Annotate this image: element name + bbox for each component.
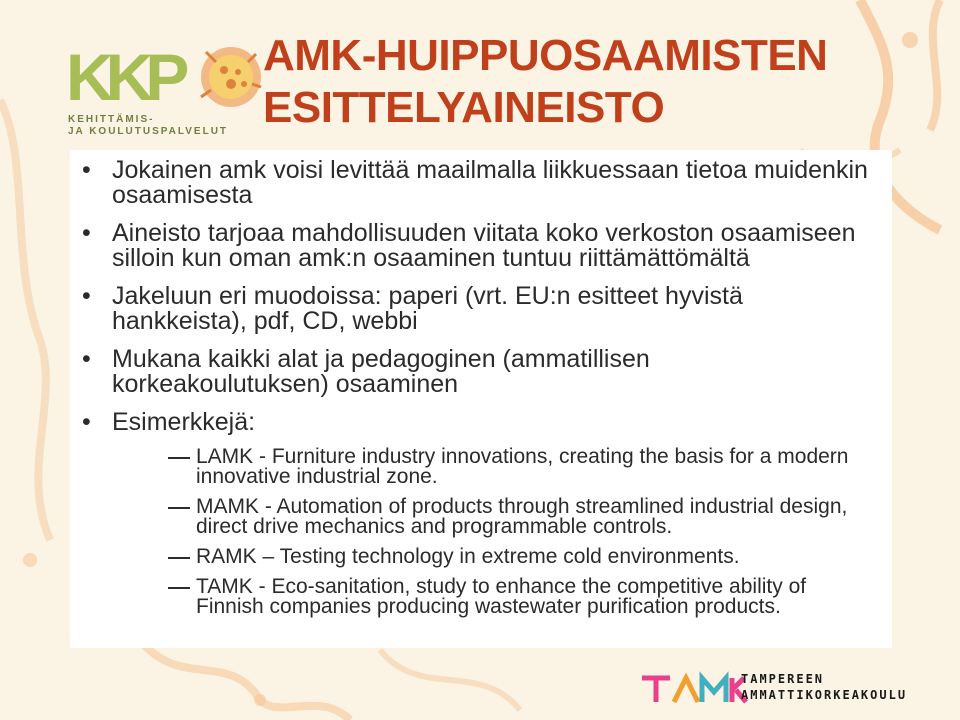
example-item [154,547,870,567]
bullet-icon: • [82,219,91,247]
bullet-item [70,284,870,334]
example-list [112,447,870,617]
bullet-item [70,221,870,271]
dash-icon [168,587,190,589]
dash-icon [168,457,190,459]
bullet-text: Esimerkkejä: [112,408,256,436]
bullet-text: Mukana kaikki alat ja pedagoginen (ammatillisen korkeakoulutuksen) osaaminen [112,345,650,398]
example-text: RAMK – Testing technology in extreme cold environments. [196,545,740,568]
content-panel [70,150,892,648]
tamk-line1: TAMPEREEN [741,672,825,686]
bullet-text: Jakeluun eri muodoissa: paperi (vrt. EU:n esitteet hyvistä hankkeista), pdf, CD, webbi [112,282,743,335]
bullet-text: Aineisto tarjoaa mahdollisuuden viitata koko verkoston osaamiseen silloin kun oman amk:n osaaminen tuntuu riittämättömältä [112,219,856,272]
kkp-logo [66,42,266,142]
bullet-icon: • [82,408,91,436]
bullet-list [70,158,870,630]
example-item [154,497,870,537]
bullet-text: Jokainen amk voisi levittää maailmalla liikkuessaan tietoa muidenkin osaamisesta [112,156,868,209]
bullet-icon: • [82,345,91,373]
svg-text:KKP: KKP [66,42,182,114]
tamk-name [741,671,907,703]
logo-subtitle-2: JA KOULUTUSPALVELUT [68,126,229,137]
bullet-item [70,347,870,397]
dash-icon [168,507,190,509]
tamk-line2: AMMATTIKORKEAKOULU [741,688,908,702]
kkp-logo-graphic [66,42,266,117]
bullet-item [70,158,870,208]
example-item [154,447,870,487]
example-text: TAMK - Eco-sanitation, study to enhance the competitive ability of Finnish companies producing wastewater purification products. [196,575,807,618]
slide-title: AMK-HUIPPUOSAAMISTEN ESITTELYAINEISTO [263,31,828,132]
dash-icon [168,557,190,559]
logo-subtitle-1: KEHITTÄMIS- [68,114,155,125]
bullet-item [70,410,870,617]
example-text: MAMK - Automation of products through streamlined industrial design, direct drive mechanics and programmable controls. [196,495,848,538]
example-item [154,577,870,617]
bullet-icon: • [82,156,91,184]
bullet-icon: • [82,282,91,310]
example-text: LAMK - Furniture industry innovations, creating the basis for a modern innovative industrial zone. [196,445,849,488]
